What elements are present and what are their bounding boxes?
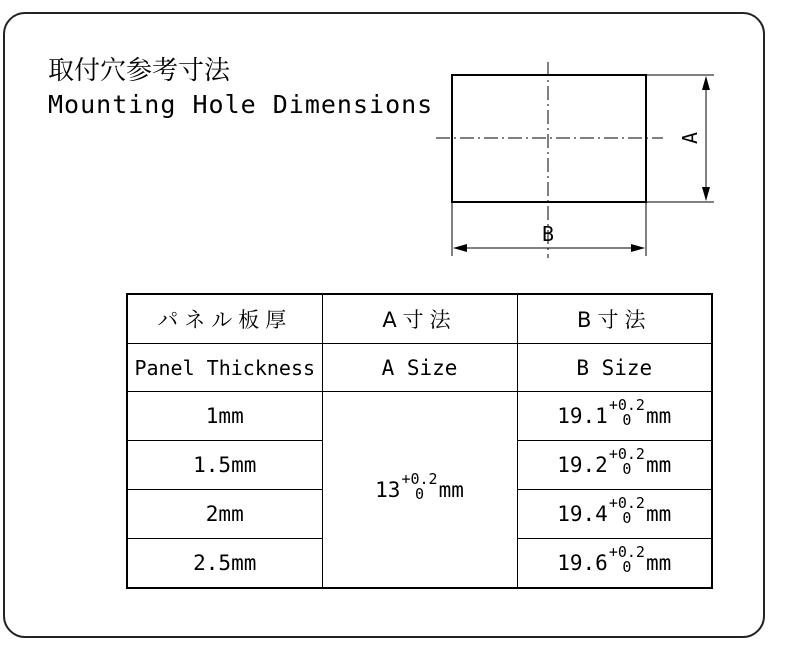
b-size-tolerance (609, 447, 645, 477)
title-japanese: 取付穴参考寸法 (48, 56, 231, 86)
b-size-cell (517, 441, 712, 490)
b-size-value: 19.4 (557, 502, 608, 526)
a-size-value: 13 (375, 477, 401, 502)
b-size-value: 19.1 (557, 404, 608, 428)
b-size-tolerance (609, 496, 645, 526)
header-a-size-jp: A寸法 (322, 294, 517, 344)
dimension-b-arrow-left (453, 244, 467, 252)
thickness-cell: 2mm (127, 490, 322, 539)
tolerance-upper: +0.2 (608, 445, 645, 463)
table-row (127, 392, 712, 441)
tolerance-upper: +0.2 (608, 543, 645, 561)
b-size-unit: mm (645, 453, 672, 477)
header-row-japanese (127, 294, 712, 344)
dimension-a-label: A (678, 131, 702, 145)
b-size-unit: mm (645, 404, 672, 428)
header-row-english (127, 344, 712, 392)
b-size-unit: mm (645, 551, 672, 575)
b-size-tolerance (609, 398, 645, 428)
thickness-cell: 1.5mm (127, 441, 322, 490)
dimension-a-arrow-top (702, 76, 710, 90)
header-panel-thickness-jp: パネル板厚 (127, 294, 322, 344)
tolerance-upper: +0.2 (401, 469, 438, 488)
tolerance-lower: 0 (622, 411, 632, 429)
header-b-size-jp: B寸法 (517, 294, 712, 344)
dimension-b-label: B (541, 222, 555, 246)
a-size-unit: mm (438, 477, 464, 502)
b-size-tolerance (609, 545, 645, 575)
tolerance-lower: 0 (622, 509, 632, 527)
tolerance-upper: +0.2 (608, 396, 645, 414)
b-size-cell (517, 490, 712, 539)
thickness-cell: 2.5mm (127, 539, 322, 589)
header-b-size-en: B Size (517, 344, 712, 392)
tolerance-lower: 0 (622, 460, 632, 478)
dimension-b-arrow-right (631, 244, 645, 252)
b-size-value: 19.6 (557, 551, 608, 575)
b-size-cell (517, 539, 712, 589)
b-size-unit: mm (645, 502, 672, 526)
dimensions-table (126, 293, 713, 589)
header-panel-thickness-en: Panel Thickness (127, 344, 322, 392)
tolerance-lower: 0 (414, 484, 425, 503)
title-english: Mounting Hole Dimensions (48, 90, 434, 119)
b-size-cell (517, 392, 712, 441)
thickness-cell: 1mm (127, 392, 322, 441)
header-a-size-en: A Size (322, 344, 517, 392)
dimension-a-arrow-bottom (702, 187, 710, 201)
b-size-value: 19.2 (557, 453, 608, 477)
a-size-tolerance (401, 469, 438, 503)
tolerance-upper: +0.2 (608, 494, 645, 512)
tolerance-lower: 0 (622, 558, 632, 576)
a-size-cell (322, 392, 517, 589)
